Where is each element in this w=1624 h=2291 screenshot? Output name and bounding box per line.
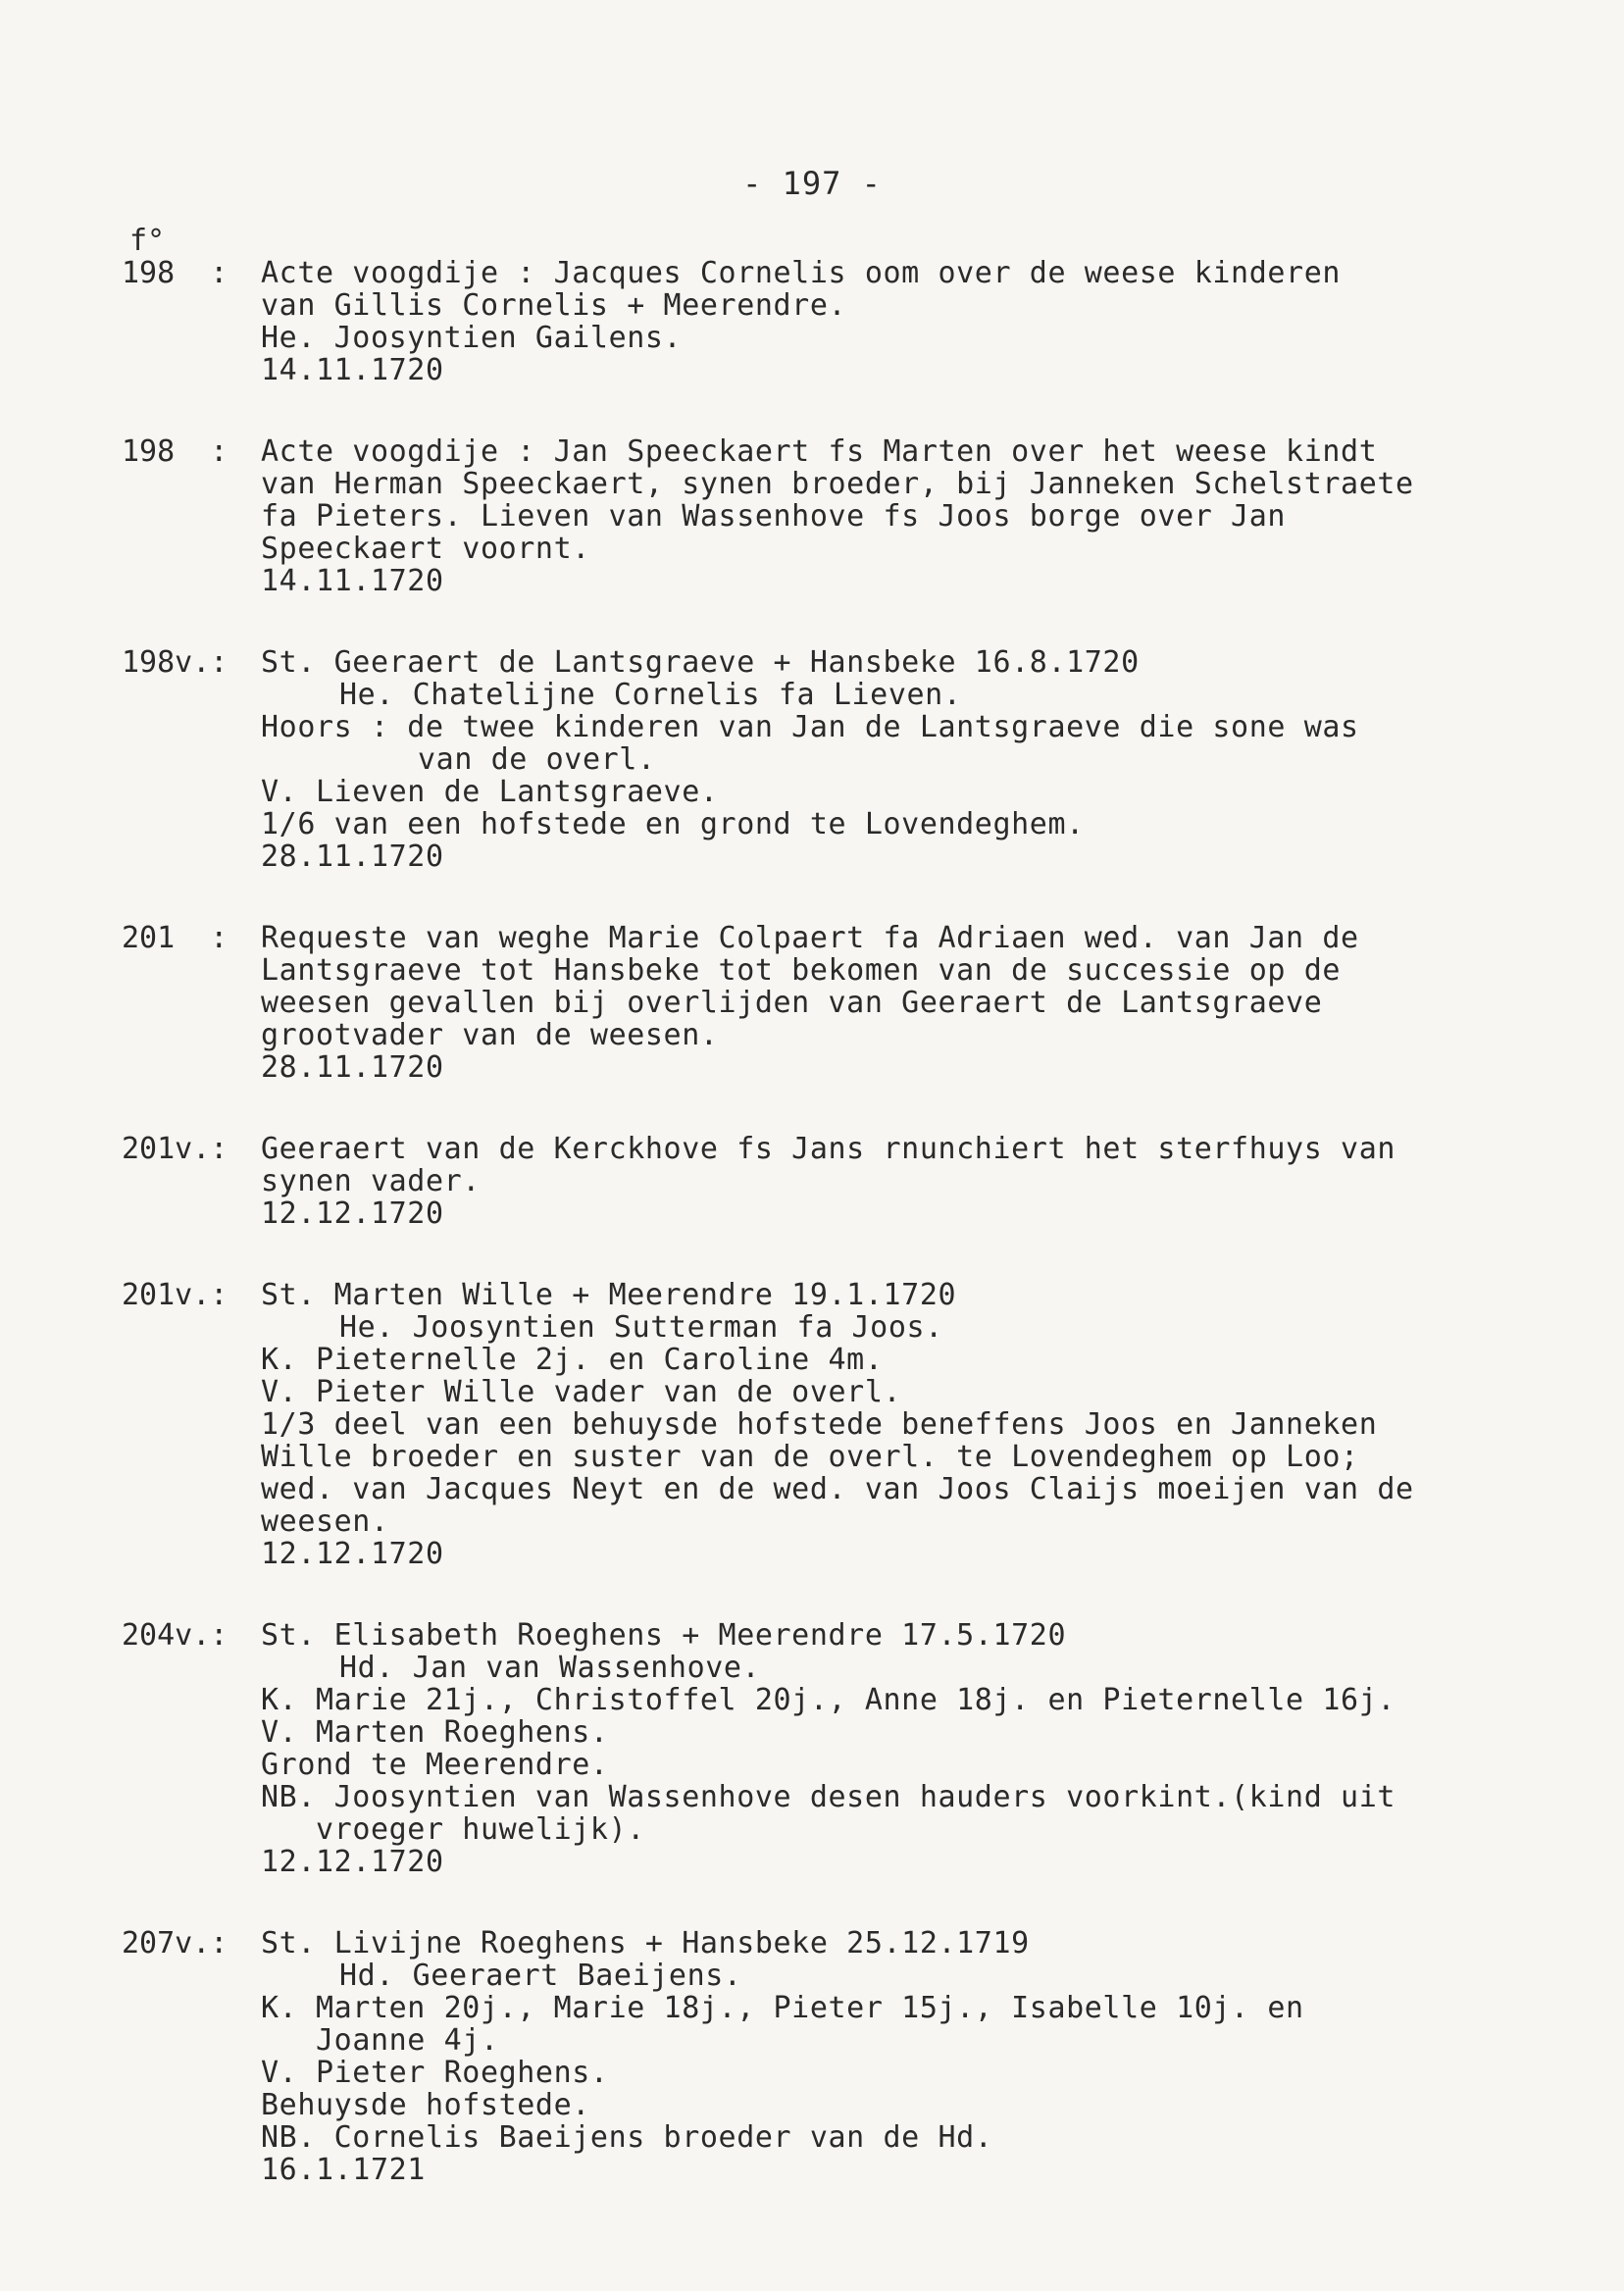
entry-text <box>261 1133 1624 1230</box>
entry-line: van Herman Speeckaert, synen broeder, bij Janneken Schelstraete <box>261 467 1414 501</box>
entry-line: 16.1.1721 <box>261 2153 426 2187</box>
entry-line: 12.12.1720 <box>261 1537 444 1571</box>
entry-line: NB. Cornelis Baeijens broeder van de Hd. <box>261 2120 993 2155</box>
entry-line: weesen gevallen bij overlijden van Geeraert de Lantsgraeve <box>261 986 1323 1020</box>
entry-line: Joanne 4j. <box>316 2023 499 2058</box>
folio-number: 201v.: <box>122 1278 228 1312</box>
entry-line: Hd. Geeraert Baeijens. <box>339 1959 742 1993</box>
entry-line: He. Joosyntien Gailens. <box>261 321 683 355</box>
register-entry <box>0 646 1624 873</box>
entry-line: Acte voogdije : Jan Speeckaert fs Marten over het weese kindt <box>261 434 1378 469</box>
entry-line: He. Joosyntien Sutterman fa Joos. <box>339 1310 943 1345</box>
entry-line: V. Pieter Roeghens. <box>261 2056 609 2090</box>
entry-line: 14.11.1720 <box>261 564 444 598</box>
register-entry <box>0 1927 1624 2186</box>
entry-line: K. Marie 21j., Christoffel 20j., Anne 18j. en Pieternelle 16j. <box>261 1683 1396 1717</box>
entry-line: V. Lieven de Lantsgraeve. <box>261 775 719 809</box>
entry-line: K. Pieternelle 2j. en Caroline 4m. <box>261 1343 884 1377</box>
entry-line: Acte voogdije : Jacques Cornelis oom over de weese kinderen <box>261 256 1342 290</box>
entry-text <box>261 922 1624 1084</box>
entry-line: weesen. <box>261 1504 389 1539</box>
folio-number: 204v.: <box>122 1618 228 1653</box>
entry-line: Grond te Meerendre. <box>261 1748 609 1782</box>
entry-line: Hoors : de twee kinderen van Jan de Lantsgraeve die sone was <box>261 710 1359 744</box>
entry-line: 14.11.1720 <box>261 353 444 387</box>
entry-line: grootvader van de weesen. <box>261 1018 719 1052</box>
entry-text <box>261 1279 1624 1570</box>
folio-number: 201v.: <box>122 1132 228 1166</box>
entry-text <box>261 257 1624 386</box>
entry-line: van Gillis Cornelis + Meerendre. <box>261 288 847 323</box>
entry-line: Lantsgraeve tot Hansbeke tot bekomen van de successie op de <box>261 953 1342 988</box>
entry-text <box>261 1619 1624 1878</box>
folio-number: 201 : <box>122 921 228 955</box>
entry-line: Geeraert van de Kerckhove fs Jans rnunchiert het sterfhuys van <box>261 1132 1396 1166</box>
folio-number: 198v.: <box>122 645 228 680</box>
entry-line: 12.12.1720 <box>261 1845 444 1879</box>
register-entry <box>0 435 1624 597</box>
entry-line: Speeckaert voornt. <box>261 532 590 566</box>
register-entry <box>0 257 1624 386</box>
entry-line: 28.11.1720 <box>261 840 444 874</box>
entry-line: fa Pieters. Lieven van Wassenhove fs Joos borge over Jan <box>261 499 1287 534</box>
register-entry <box>0 922 1624 1084</box>
entry-line: van de overl. <box>418 742 656 777</box>
entry-line: K. Marten 20j., Marie 18j., Pieter 15j., Isabelle 10j. en <box>261 1991 1304 2025</box>
entry-line: Behuysde hofstede. <box>261 2088 590 2122</box>
folio-number: 198 : <box>122 256 228 290</box>
entry-line: Hd. Jan van Wassenhove. <box>339 1651 761 1685</box>
entry-line: St. Elisabeth Roeghens + Meerendre 17.5.1720 <box>261 1618 1067 1653</box>
entry-line: NB. Joosyntien van Wassenhove desen hauders voorkint.(kind uit <box>261 1780 1396 1814</box>
register-entry <box>0 1279 1624 1570</box>
entry-line: 1/6 van een hofstede en grond te Lovendeghem. <box>261 807 1085 841</box>
entry-line: 28.11.1720 <box>261 1050 444 1085</box>
entry-line: 1/3 deel van een behuysde hofstede beneffens Joos en Janneken <box>261 1407 1378 1442</box>
entries-list <box>0 257 1624 2235</box>
entry-text <box>261 1927 1624 2186</box>
entry-text <box>261 646 1624 873</box>
entry-line: St. Livijne Roeghens + Hansbeke 25.12.1719 <box>261 1926 1030 1960</box>
folio-header-label: f° <box>129 224 166 258</box>
entry-line: vroeger huwelijk). <box>316 1812 645 1847</box>
folio-number: 198 : <box>122 434 228 469</box>
entry-line: V. Marten Roeghens. <box>261 1715 609 1750</box>
entry-line: Wille broeder en suster van de overl. te Lovendeghem op Loo; <box>261 1440 1359 1474</box>
entry-line: V. Pieter Wille vader van de overl. <box>261 1375 902 1409</box>
entry-line: Requeste van weghe Marie Colpaert fa Adriaen wed. van Jan de <box>261 921 1359 955</box>
entry-line: St. Marten Wille + Meerendre 19.1.1720 <box>261 1278 957 1312</box>
page-number: - 197 - <box>742 165 882 202</box>
entry-line: 12.12.1720 <box>261 1196 444 1231</box>
register-entry <box>0 1619 1624 1878</box>
folio-number: 207v.: <box>122 1926 228 1960</box>
entry-line: St. Geeraert de Lantsgraeve + Hansbeke 16.8.1720 <box>261 645 1140 680</box>
entry-line: wed. van Jacques Neyt en de wed. van Joos Claijs moeijen van de <box>261 1472 1414 1506</box>
entry-text <box>261 435 1624 597</box>
register-entry <box>0 1133 1624 1230</box>
entry-line: synen vader. <box>261 1164 481 1198</box>
entry-line: He. Chatelijne Cornelis fa Lieven. <box>339 678 962 712</box>
